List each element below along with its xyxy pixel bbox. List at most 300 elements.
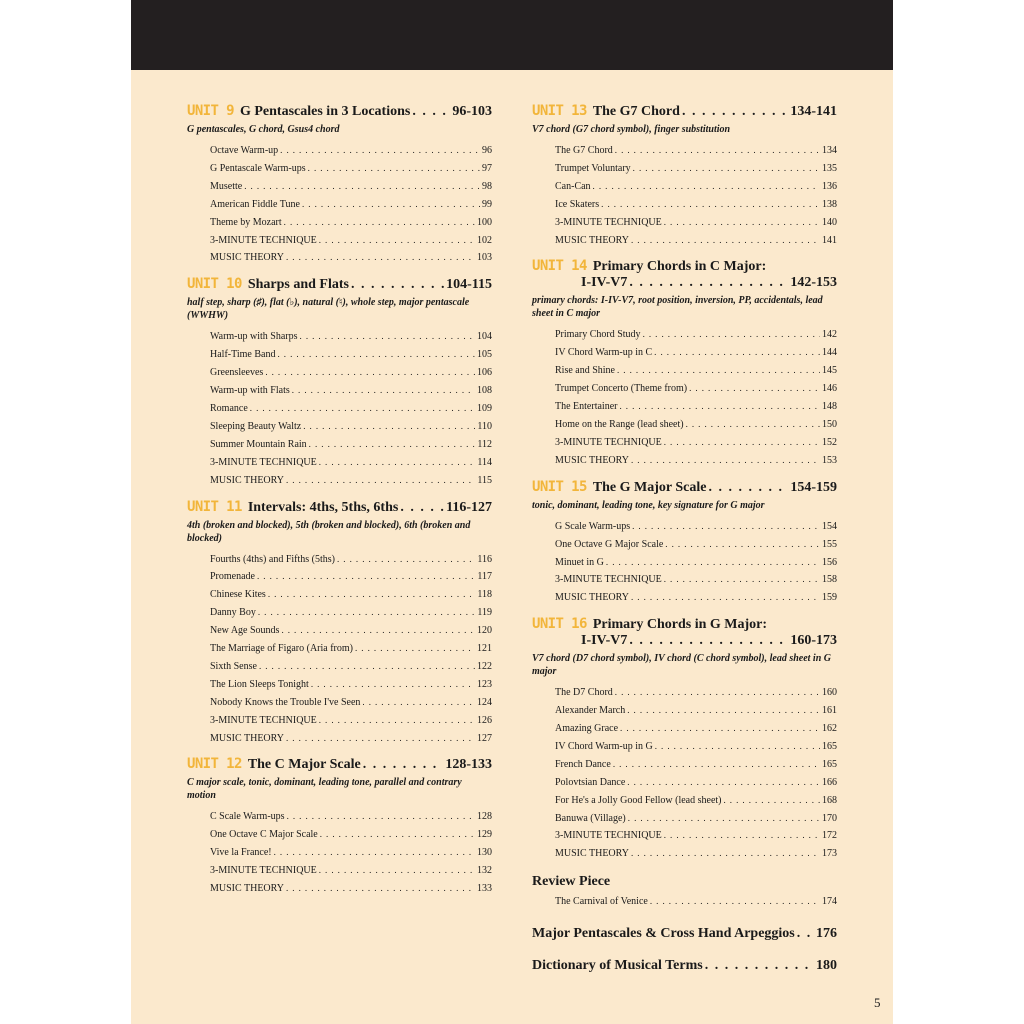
entry-page: 114 bbox=[477, 456, 492, 468]
dot-leader bbox=[337, 551, 475, 568]
entry-title: MUSIC THEORY bbox=[555, 848, 629, 860]
toc-entry bbox=[210, 232, 492, 250]
toc-entry bbox=[555, 142, 837, 160]
dot-leader bbox=[259, 658, 475, 675]
dot-leader bbox=[302, 196, 480, 213]
toc-entry bbox=[555, 518, 837, 536]
unit-pages: 160-173 bbox=[790, 633, 837, 649]
unit-entries bbox=[532, 684, 837, 863]
toc-entry bbox=[210, 436, 492, 454]
entry-page: 156 bbox=[822, 556, 837, 568]
entry-title: MUSIC THEORY bbox=[210, 252, 284, 264]
dot-leader bbox=[620, 720, 820, 737]
unit-number: UNIT 13 bbox=[532, 103, 587, 119]
entry-page: 135 bbox=[822, 162, 837, 174]
entry-title: French Dance bbox=[555, 758, 611, 770]
entry-page: 99 bbox=[482, 198, 492, 210]
unit-section bbox=[532, 479, 837, 608]
entry-title: Primary Chord Study bbox=[555, 329, 641, 341]
entry-page: 120 bbox=[477, 625, 492, 637]
toc-entry bbox=[210, 454, 492, 472]
unit-number: UNIT 15 bbox=[532, 478, 587, 495]
entry-title: G Scale Warm-ups bbox=[555, 520, 631, 532]
unit-concepts: 4th (broken and blocked), 5th (broken and blocked), 6th (broken and blocked) bbox=[187, 519, 471, 544]
entry-page: 115 bbox=[477, 474, 492, 486]
toc-entry bbox=[210, 844, 492, 862]
entry-page: 112 bbox=[477, 438, 492, 450]
unit-heading bbox=[187, 756, 492, 773]
entry-title: MUSIC THEORY bbox=[555, 592, 629, 604]
unit-concepts: G pentascales, G chord, Gsus4 chord bbox=[187, 124, 340, 135]
entry-title: Minuet in G bbox=[555, 556, 604, 568]
entry-page: 109 bbox=[477, 402, 492, 414]
entry-title: Musette bbox=[210, 180, 243, 192]
toc-entry bbox=[210, 328, 492, 346]
dot-leader bbox=[300, 328, 475, 345]
toc-entry bbox=[210, 694, 492, 712]
unit-pages: 128-133 bbox=[445, 757, 492, 773]
dot-leader bbox=[286, 249, 475, 266]
entry-page: 170 bbox=[822, 812, 837, 824]
dot-leader bbox=[631, 452, 820, 469]
unit-entries bbox=[187, 551, 492, 748]
unit-entries bbox=[187, 142, 492, 267]
toc-entry bbox=[210, 604, 492, 622]
entry-page: 172 bbox=[822, 830, 837, 842]
entry-title: Octave Warm-up bbox=[210, 145, 279, 156]
entry-page: 180 bbox=[816, 958, 837, 974]
dot-leader bbox=[613, 756, 820, 773]
entry-page: 134 bbox=[822, 145, 837, 156]
toc-entry bbox=[555, 452, 837, 470]
entry-title: Fourths (4ths) and Fifths (5ths) bbox=[210, 553, 335, 565]
entry-title: Danny Boy bbox=[210, 607, 256, 619]
unit-section bbox=[187, 276, 492, 489]
entry-title: New Age Sounds bbox=[210, 625, 280, 637]
entry-page: 119 bbox=[477, 607, 492, 619]
unit-concepts: tonic, dominant, leading tone, key signature for G major bbox=[532, 499, 765, 511]
dot-leader bbox=[286, 880, 475, 897]
review-items bbox=[532, 893, 837, 911]
toc-major-entry bbox=[532, 957, 837, 975]
toc-entry bbox=[210, 808, 492, 826]
dot-leader bbox=[277, 346, 475, 363]
entry-title: Sixth Sense bbox=[210, 660, 257, 672]
toc-entry bbox=[555, 774, 837, 792]
entry-page: 160 bbox=[822, 687, 837, 699]
unit-section bbox=[532, 103, 837, 249]
dot-leader bbox=[250, 400, 475, 417]
entry-title: Theme by Mozart bbox=[210, 216, 282, 228]
unit-heading-line1 bbox=[532, 616, 837, 633]
entry-page: 142 bbox=[822, 329, 837, 341]
unit-title: Sharps and Flats bbox=[247, 277, 349, 293]
top-black-bar bbox=[131, 0, 893, 70]
entry-title: Chinese Kites bbox=[210, 589, 266, 601]
toc-entry bbox=[210, 658, 492, 676]
entry-title: MUSIC THEORY bbox=[210, 474, 284, 486]
dot-leader bbox=[286, 730, 475, 747]
entry-page: 161 bbox=[822, 705, 837, 717]
dot-leader bbox=[362, 694, 475, 711]
dot-leader bbox=[628, 810, 820, 827]
toc-entry bbox=[210, 214, 492, 232]
entry-page: 121 bbox=[477, 643, 492, 655]
entry-page: 173 bbox=[822, 848, 837, 860]
toc-entry bbox=[555, 827, 837, 845]
unit-heading-line1 bbox=[532, 258, 837, 275]
dot-leader bbox=[631, 845, 820, 862]
entry-title: Nobody Knows the Trouble I've Seen bbox=[210, 696, 361, 708]
toc-entry bbox=[210, 568, 492, 586]
entry-page: 146 bbox=[822, 383, 837, 395]
toc-entry bbox=[210, 862, 492, 880]
entry-title: American Fiddle Tune bbox=[210, 198, 300, 210]
unit-number: UNIT 11 bbox=[187, 498, 242, 515]
entry-page: 126 bbox=[477, 714, 492, 726]
unit-title: Primary Chords in C Major: bbox=[592, 259, 767, 275]
entry-page: 136 bbox=[822, 180, 837, 192]
entry-title: 3-MINUTE TECHNIQUE bbox=[210, 714, 317, 726]
unit-concepts: C major scale, tonic, dominant, leading tone, parallel and contrary motion bbox=[187, 777, 462, 802]
dot-leader bbox=[286, 472, 475, 489]
entry-page: 152 bbox=[822, 436, 837, 448]
unit-pages: 142-153 bbox=[790, 275, 837, 291]
dot-leader bbox=[319, 862, 475, 879]
dot-leader bbox=[601, 196, 820, 213]
dot-leader bbox=[724, 792, 821, 809]
entry-page: 105 bbox=[477, 349, 492, 361]
toc-entry bbox=[555, 398, 837, 416]
dot-leader bbox=[627, 774, 820, 791]
toc-entry bbox=[555, 196, 837, 214]
entry-title: Sleeping Beauty Waltz bbox=[210, 420, 302, 432]
entry-title: MUSIC THEORY bbox=[210, 883, 284, 895]
entry-title: 3-MINUTE TECHNIQUE bbox=[555, 436, 662, 448]
entry-title: 3-MINUTE TECHNIQUE bbox=[555, 574, 662, 586]
unit-entries bbox=[532, 326, 837, 469]
toc-entry bbox=[210, 196, 492, 214]
entry-title: MUSIC THEORY bbox=[555, 234, 629, 246]
entry-page: 165 bbox=[822, 740, 837, 752]
unit-heading bbox=[187, 276, 492, 293]
toc-entry bbox=[555, 232, 837, 250]
toc-entry bbox=[210, 640, 492, 658]
unit-section bbox=[187, 756, 492, 898]
dot-leader bbox=[265, 364, 475, 381]
entry-title: Home on the Range (lead sheet) bbox=[555, 418, 684, 430]
dot-leader bbox=[615, 684, 820, 701]
entry-page: 122 bbox=[477, 660, 492, 672]
dot-leader bbox=[633, 160, 820, 177]
entry-page: 162 bbox=[822, 723, 837, 735]
toc-entry bbox=[555, 380, 837, 398]
toc-entry bbox=[555, 810, 837, 828]
entry-page: 128 bbox=[477, 811, 492, 823]
unit-section bbox=[187, 499, 492, 748]
review-heading: Review Piece bbox=[532, 874, 611, 890]
entry-title: The D7 Chord bbox=[555, 687, 613, 699]
dot-leader bbox=[355, 640, 475, 657]
entry-page: 138 bbox=[822, 198, 837, 210]
toc-major-entry bbox=[532, 925, 837, 943]
entry-page: 165 bbox=[822, 758, 837, 770]
dot-leader bbox=[686, 416, 820, 433]
entry-title: Summer Mountain Rain bbox=[210, 438, 307, 450]
dot-leader bbox=[274, 844, 475, 861]
entry-page: 141 bbox=[822, 234, 837, 246]
entry-page: 168 bbox=[822, 794, 837, 806]
entry-title: Trumpet Voluntary bbox=[555, 162, 631, 174]
toc-entry bbox=[210, 880, 492, 898]
dot-leader bbox=[664, 571, 820, 588]
unit-heading bbox=[532, 616, 837, 649]
unit-heading-line2 bbox=[532, 275, 837, 291]
entry-page: 145 bbox=[822, 365, 837, 377]
dot-leader bbox=[593, 178, 820, 195]
entry-page: 153 bbox=[822, 454, 837, 466]
toc-entry bbox=[210, 178, 492, 196]
entry-title: MUSIC THEORY bbox=[210, 732, 284, 744]
dot-leader bbox=[797, 925, 814, 943]
entry-page: 116 bbox=[477, 553, 492, 565]
entry-title: Dictionary of Musical Terms bbox=[532, 958, 703, 974]
unit-heading bbox=[187, 103, 492, 120]
toc-entry bbox=[555, 362, 837, 380]
unit-entries bbox=[532, 142, 837, 249]
dot-leader bbox=[363, 756, 444, 773]
entry-title: Vive la France! bbox=[210, 847, 272, 859]
dot-leader bbox=[258, 604, 476, 621]
entry-title: 3-MINUTE TECHNIQUE bbox=[555, 830, 662, 842]
toc-entry bbox=[555, 326, 837, 344]
unit-title: The G7 Chord bbox=[592, 104, 680, 119]
toc-entry bbox=[555, 160, 837, 178]
unit-heading bbox=[532, 479, 837, 496]
dot-leader bbox=[631, 232, 820, 249]
entry-title: Polovtsian Dance bbox=[555, 776, 626, 788]
entry-page: 98 bbox=[482, 180, 492, 192]
entry-page: 118 bbox=[477, 589, 492, 601]
dot-leader bbox=[617, 362, 820, 379]
toc-entry bbox=[555, 893, 837, 911]
toc-entry bbox=[555, 738, 837, 756]
entry-page: 100 bbox=[477, 216, 492, 228]
toc-entry bbox=[210, 160, 492, 178]
entry-page: 133 bbox=[477, 883, 492, 895]
dot-leader bbox=[287, 808, 475, 825]
unit-number: UNIT 16 bbox=[532, 616, 587, 633]
entry-title: The G7 Chord bbox=[555, 145, 613, 156]
entry-title: One Octave G Major Scale bbox=[555, 538, 664, 550]
entry-title: Warm-up with Flats bbox=[210, 385, 290, 397]
toc-entry bbox=[210, 418, 492, 436]
entry-page: 124 bbox=[477, 696, 492, 708]
entry-page: 176 bbox=[816, 926, 837, 942]
entry-page: 166 bbox=[822, 776, 837, 788]
dot-leader bbox=[643, 326, 820, 343]
entry-title: The Entertainer bbox=[555, 401, 618, 413]
dot-leader bbox=[319, 712, 475, 729]
dot-leader bbox=[292, 382, 475, 399]
unit-title-cont: I-IV-V7 bbox=[581, 275, 628, 291]
entry-page: 130 bbox=[477, 847, 492, 859]
dot-leader bbox=[650, 893, 820, 910]
toc-entry bbox=[555, 792, 837, 810]
toc-entry bbox=[210, 622, 492, 640]
unit-section bbox=[532, 258, 837, 469]
entry-title: Major Pentascales & Cross Hand Arpeggios bbox=[532, 926, 795, 942]
entry-title: 3-MINUTE TECHNIQUE bbox=[555, 216, 662, 228]
toc-entry bbox=[210, 712, 492, 730]
entry-title: Ice Skaters bbox=[555, 198, 600, 210]
entry-title: For He's a Jolly Good Fellow (lead sheet) bbox=[555, 794, 722, 806]
unit-title: G Pentascales in 3 Locations bbox=[239, 104, 411, 119]
toc-entry bbox=[210, 382, 492, 400]
toc-entry bbox=[555, 720, 837, 738]
entry-page: 104 bbox=[477, 331, 492, 343]
entry-title: Warm-up with Sharps bbox=[210, 331, 298, 343]
toc-entry bbox=[210, 730, 492, 748]
toc-entry bbox=[210, 676, 492, 694]
dot-leader bbox=[320, 826, 475, 843]
toc-entry bbox=[555, 536, 837, 554]
dot-leader bbox=[627, 702, 820, 719]
toc-entry bbox=[210, 472, 492, 490]
dot-leader bbox=[708, 479, 788, 496]
unit-section bbox=[187, 103, 492, 267]
unit-entries bbox=[187, 808, 492, 898]
unit-title-cont: I-IV-V7 bbox=[581, 633, 628, 649]
entry-title: Greensleeves bbox=[210, 367, 264, 379]
dot-leader bbox=[311, 676, 475, 693]
toc-entry bbox=[555, 554, 837, 572]
entry-page: 102 bbox=[477, 234, 492, 246]
entry-title: 3-MINUTE TECHNIQUE bbox=[210, 865, 317, 877]
dot-leader bbox=[284, 214, 475, 231]
toc-entry bbox=[210, 551, 492, 569]
entry-title: Trumpet Concerto (Theme from) bbox=[555, 383, 688, 395]
entry-page: 148 bbox=[822, 401, 837, 413]
toc-entry bbox=[555, 571, 837, 589]
dot-leader bbox=[629, 633, 788, 649]
unit-concepts: V7 chord (G7 chord symbol), finger substitution bbox=[532, 124, 731, 135]
entry-page: 123 bbox=[477, 678, 492, 690]
unit-entries bbox=[532, 518, 837, 608]
entry-title: 3-MINUTE TECHNIQUE bbox=[210, 456, 317, 468]
unit-heading-line2 bbox=[532, 633, 837, 649]
entry-title: One Octave C Major Scale bbox=[210, 829, 318, 841]
dot-leader bbox=[280, 142, 480, 159]
entry-page: 103 bbox=[477, 252, 492, 264]
unit-entries bbox=[187, 328, 492, 489]
entry-page: 155 bbox=[822, 538, 837, 550]
entry-title: The Marriage of Figaro (Aria from) bbox=[210, 643, 353, 655]
dot-leader bbox=[654, 344, 820, 361]
toc-entry bbox=[555, 344, 837, 362]
toc-entry bbox=[210, 826, 492, 844]
dot-leader bbox=[664, 434, 820, 451]
unit-pages: 134-141 bbox=[790, 104, 837, 119]
entry-page: 106 bbox=[477, 367, 492, 379]
dot-leader bbox=[303, 418, 475, 435]
entry-title: Half-Time Band bbox=[210, 349, 276, 361]
unit-number: UNIT 12 bbox=[187, 756, 242, 773]
unit-concepts: primary chords: I-IV-V7, root position, inversion, PP, accidentals, lead sheet in C major bbox=[532, 295, 823, 320]
entry-page: 117 bbox=[477, 571, 492, 583]
entry-title: G Pentascale Warm-ups bbox=[210, 162, 306, 174]
toc-entry bbox=[555, 214, 837, 232]
unit-concepts: V7 chord (D7 chord symbol), IV chord (C chord symbol), lead sheet in G major bbox=[532, 653, 831, 678]
entry-title: Banuwa (Village) bbox=[555, 812, 626, 824]
unit-title: The G Major Scale bbox=[592, 479, 707, 495]
toc-entry bbox=[555, 702, 837, 720]
dot-leader bbox=[412, 103, 450, 120]
toc-entry bbox=[210, 400, 492, 418]
entry-page: 150 bbox=[822, 418, 837, 430]
unit-number: UNIT 10 bbox=[187, 276, 242, 293]
unit-title: The C Major Scale bbox=[247, 757, 361, 773]
toc-left-column bbox=[187, 103, 492, 907]
dot-leader bbox=[606, 554, 820, 571]
dot-leader bbox=[319, 454, 476, 471]
entry-page: 127 bbox=[477, 732, 492, 744]
entry-title: Amazing Grace bbox=[555, 723, 619, 735]
entry-page: 129 bbox=[477, 829, 492, 841]
dot-leader bbox=[664, 827, 820, 844]
dot-leader bbox=[629, 275, 788, 291]
right-units bbox=[532, 103, 837, 863]
entry-title: Promenade bbox=[210, 571, 255, 583]
dot-leader bbox=[664, 214, 820, 231]
unit-title: Primary Chords in G Major: bbox=[592, 617, 768, 633]
entry-page: 108 bbox=[477, 385, 492, 397]
dot-leader bbox=[308, 160, 480, 177]
dot-leader bbox=[632, 518, 820, 535]
dot-leader bbox=[631, 589, 820, 606]
entry-title: Rise and Shine bbox=[555, 365, 615, 377]
unit-heading bbox=[532, 103, 837, 120]
toc-entry bbox=[210, 142, 492, 160]
toc-entry bbox=[210, 346, 492, 364]
dot-leader bbox=[665, 536, 820, 553]
entry-title: The Carnival of Venice bbox=[555, 896, 648, 908]
entry-page: 132 bbox=[477, 865, 492, 877]
toc-entry bbox=[210, 364, 492, 382]
dot-leader bbox=[319, 232, 475, 249]
dot-leader bbox=[257, 568, 475, 585]
entry-title: IV Chord Warm-up in G bbox=[555, 740, 653, 752]
unit-pages: 154-159 bbox=[790, 479, 837, 495]
dot-leader bbox=[244, 178, 480, 195]
toc-entry bbox=[555, 845, 837, 863]
toc-entry bbox=[555, 416, 837, 434]
dot-leader bbox=[309, 436, 476, 453]
entry-page: 158 bbox=[822, 574, 837, 586]
dot-leader bbox=[615, 142, 820, 159]
entry-page: 154 bbox=[822, 520, 837, 532]
toc-entry bbox=[555, 589, 837, 607]
entry-page: 110 bbox=[477, 420, 492, 432]
dot-leader bbox=[705, 957, 814, 975]
unit-pages: 96-103 bbox=[452, 104, 492, 119]
dot-leader bbox=[351, 276, 444, 293]
dot-leader bbox=[268, 586, 476, 603]
unit-number: UNIT 9 bbox=[187, 103, 234, 119]
entry-page: 140 bbox=[822, 216, 837, 228]
entry-page: 96 bbox=[482, 145, 492, 156]
entry-title: MUSIC THEORY bbox=[555, 454, 629, 466]
